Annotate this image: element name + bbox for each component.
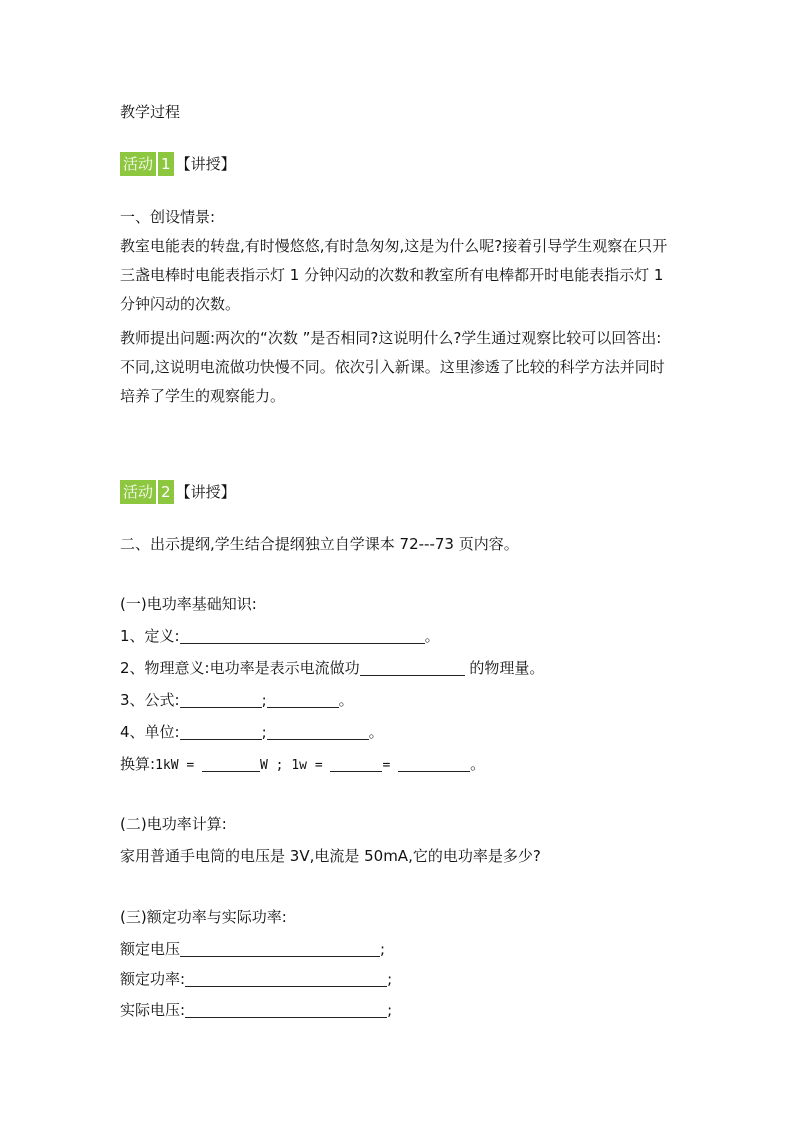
conversion-text: = bbox=[382, 758, 399, 773]
section-1-title: 一、创设情景: bbox=[120, 208, 216, 226]
activity-number: 1 bbox=[158, 152, 174, 176]
item-label: 4、单位: bbox=[120, 723, 180, 741]
blank-field bbox=[267, 691, 339, 708]
blank-field bbox=[180, 723, 262, 740]
activity-tag: 活动 bbox=[120, 480, 156, 504]
item-end: ; bbox=[380, 940, 386, 958]
activity-label: 【讲授】 bbox=[175, 483, 236, 501]
conversion-text: 1kW = bbox=[155, 758, 203, 773]
item-label: 2、物理意义:电功率是表示电流做功 bbox=[120, 659, 360, 677]
section-1-paragraph-2: 教师提出问题:两次的“次数 ”是否相同?这说明什么?学生通过观察比较可以回答出:不同,这说明电流做功快慢不同。依次引入新课。这里渗透了比较的科学方法并同时培养了学生的观察能力。 bbox=[120, 329, 665, 405]
item-definition bbox=[120, 622, 440, 651]
item-end: 。 bbox=[338, 691, 354, 709]
item-end: ; bbox=[387, 1001, 393, 1019]
item-separator: ; bbox=[261, 723, 267, 741]
item-rated-power bbox=[120, 965, 392, 994]
item-label: 额定电压 bbox=[120, 940, 181, 958]
heading: 教学过程 bbox=[120, 103, 181, 121]
item-unit bbox=[120, 718, 384, 747]
item-formula bbox=[120, 686, 354, 715]
item-physical-meaning bbox=[120, 654, 544, 683]
section-2-title: 二、出示提纲,学生结合提纲独立自学课本 72---73 页内容。 bbox=[120, 535, 519, 553]
item-rated-voltage bbox=[120, 935, 385, 964]
subsection-3-title: (三)额定功率与实际功率: bbox=[120, 908, 287, 926]
activity-tag: 活动 bbox=[120, 152, 156, 176]
item-end: 。 bbox=[424, 627, 440, 645]
item-end: 的物理量。 bbox=[464, 659, 545, 677]
activity-number: 2 bbox=[158, 480, 174, 504]
blank-field bbox=[185, 970, 387, 987]
item-end: 。 bbox=[368, 723, 384, 741]
blank-field bbox=[330, 755, 382, 772]
calculation-question: 家用普通手电筒的电压是 3V,电流是 50mA,它的电功率是多少? bbox=[120, 847, 541, 865]
blank-field bbox=[180, 691, 262, 708]
activity-2-header bbox=[120, 478, 236, 507]
blank-field bbox=[180, 627, 425, 644]
section-1-paragraph-1: 教室电能表的转盘,有时慢悠悠,有时急匆匆,这是为什么呢?接着引导学生观察在只开三盏电棒时电能表指示灯 1 分钟闪动的次数和教室所有电棒都开时电能表指示灯 1 分钟闪动的次数。 bbox=[120, 237, 668, 313]
blank-field bbox=[267, 723, 369, 740]
item-end: 。 bbox=[470, 755, 486, 773]
blank-field bbox=[180, 940, 380, 957]
conversion-label: 换算: bbox=[120, 755, 156, 773]
activity-label: 【讲授】 bbox=[175, 155, 236, 173]
blank-field bbox=[202, 755, 260, 772]
item-separator: ; bbox=[261, 691, 267, 709]
item-conversion bbox=[120, 750, 485, 779]
item-label: 实际电压: bbox=[120, 1001, 186, 1019]
blank-field bbox=[185, 1001, 387, 1018]
item-end: ; bbox=[387, 970, 393, 988]
conversion-text: W ; 1w = bbox=[260, 758, 331, 773]
item-label: 3、公式: bbox=[120, 691, 180, 709]
blank-field bbox=[398, 755, 470, 772]
item-label: 1、定义: bbox=[120, 627, 180, 645]
activity-1-header bbox=[120, 150, 236, 179]
item-label: 额定功率: bbox=[120, 970, 186, 988]
subsection-1-title: (一)电功率基础知识: bbox=[120, 595, 257, 613]
blank-field bbox=[360, 659, 465, 676]
subsection-2-title: (二)电功率计算: bbox=[120, 815, 227, 833]
item-actual-voltage bbox=[120, 996, 392, 1025]
